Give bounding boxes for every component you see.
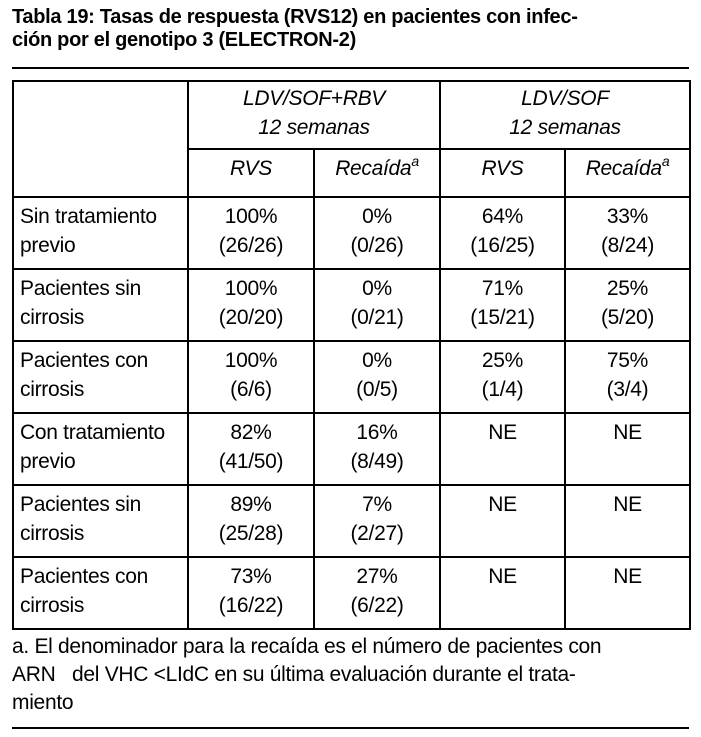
subheader-recaida: Recaída$^a$: [314, 149, 440, 197]
table-cell: 82% (41/50): [188, 413, 314, 485]
table-cell: 25% (1/4): [440, 341, 565, 413]
group-header-line-1: LDV/SOF: [521, 87, 609, 110]
table-row: [13, 485, 690, 557]
footnote-marker: a: [411, 153, 419, 169]
table-cell: 73% (16/22): [188, 557, 314, 629]
table-title-line-1: Tabla 19: Tasas de respuesta (RVS12) en pacientes con infec-: [12, 6, 578, 28]
table-row: [13, 341, 690, 413]
table-row: [13, 197, 690, 269]
group-header-ldv-sof: [440, 81, 690, 149]
table-cell: 0% (0/26): [314, 197, 440, 269]
table-cell: 89% (25/28): [188, 485, 314, 557]
table-title: [12, 6, 692, 52]
table-footnote: [12, 633, 692, 717]
table-cell: NE: [565, 485, 690, 557]
table-cell: 75% (3/4): [565, 341, 690, 413]
table-cell: 16% (8/49): [314, 413, 440, 485]
table-cell: 100% (26/26): [188, 197, 314, 269]
table-row: [13, 557, 690, 629]
table-cell: 100% (20/20): [188, 269, 314, 341]
table-cell: 0% (0/21): [314, 269, 440, 341]
table-title-line-2: ción por el genotipo 3 (ELECTRON-2): [12, 29, 356, 51]
row-label: Con tratamiento previo: [13, 413, 188, 485]
table-cell: NE: [440, 485, 565, 557]
row-label: Pacientes sin cirrosis: [13, 485, 188, 557]
empty-corner-cell: [13, 81, 188, 197]
table-cell: 64% (16/25): [440, 197, 565, 269]
group-header-ldv-sof-rbv: [188, 81, 440, 149]
table-cell: NE: [565, 413, 690, 485]
bottom-rule: [12, 727, 689, 729]
table-row: [13, 413, 690, 485]
group-header-line-2: 12 semanas: [509, 116, 621, 139]
table-cell: 7% (2/27): [314, 485, 440, 557]
subheader-rvs: RVS: [188, 149, 314, 197]
row-label: Pacientes con cirrosis: [13, 341, 188, 413]
group-header-line-1: LDV/SOF+RBV: [243, 87, 385, 110]
table-cell: 100% (6/6): [188, 341, 314, 413]
table-cell: 25% (5/20): [565, 269, 690, 341]
table-cell: NE: [565, 557, 690, 629]
subheader-recaida: Recaída$^a$: [565, 149, 690, 197]
footnote-line-2: ARN del VHC <LIdC en su última evaluación durante el trata-: [12, 663, 576, 686]
footnote-line-3: miento: [12, 691, 74, 714]
response-rates-table: [12, 80, 691, 630]
table-cell: 27% (6/22): [314, 557, 440, 629]
table-cell: NE: [440, 413, 565, 485]
row-label: Pacientes con cirrosis: [13, 557, 188, 629]
row-label: Sin tratamiento previo: [13, 197, 188, 269]
group-header-line-2: 12 semanas: [258, 116, 370, 139]
footnote-line-1: a. El denominador para la recaída es el número de pacientes con: [12, 635, 602, 658]
table-cell: NE: [440, 557, 565, 629]
subheader-rvs: RVS: [440, 149, 565, 197]
footnote-marker: a: [661, 153, 670, 169]
top-rule: [12, 67, 689, 69]
table-cell: 0% (0/5): [314, 341, 440, 413]
table-cell: 33% (8/24): [565, 197, 690, 269]
group-header-row: [13, 81, 690, 149]
row-label: Pacientes sin cirrosis: [13, 269, 188, 341]
table-cell: 71% (15/21): [440, 269, 565, 341]
table-row: [13, 269, 690, 341]
